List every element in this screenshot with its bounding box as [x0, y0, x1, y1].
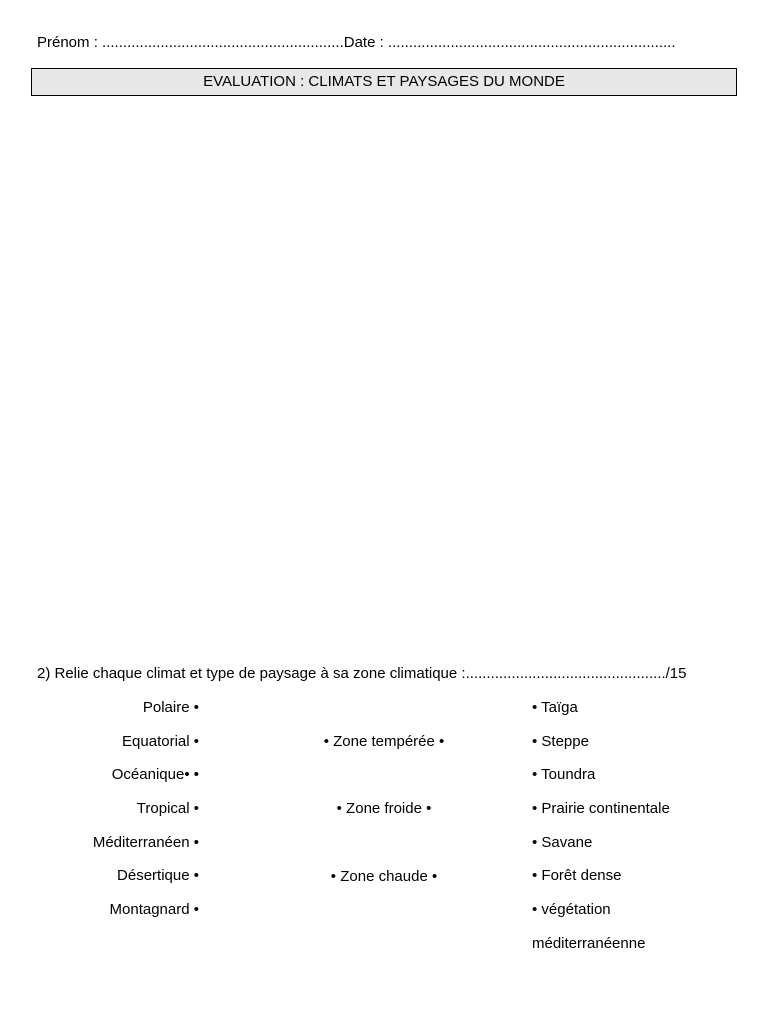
landscape-list	[532, 699, 670, 969]
zone-item-froide[interactable]: • Zone froide •	[336, 800, 432, 818]
climate-item-desertique[interactable]: Désertique •	[117, 867, 199, 885]
zone-item-temperee[interactable]: • Zone tempérée •	[323, 733, 445, 750]
climate-item-equatorial[interactable]: Equatorial •	[122, 732, 199, 750]
landscape-item-vegetation-cont: méditerranéenne	[532, 934, 646, 952]
landscape-item-toundra[interactable]: • Toundra	[532, 766, 596, 784]
prenom-field[interactable]: Prénom : ..........................................................	[37, 34, 344, 51]
climate-item-oceanique[interactable]: Océanique• •	[111, 766, 199, 784]
landscape-item-prairie[interactable]: • Prairie continentale	[532, 800, 670, 818]
zone-list	[284, 733, 484, 935]
zone-item-chaude[interactable]: • Zone chaude •	[330, 867, 438, 885]
landscape-item-taiga[interactable]: • Taïga	[532, 699, 578, 716]
landscape-item-foret-dense[interactable]: • Forêt dense	[532, 867, 622, 885]
climate-list	[93, 699, 199, 935]
date-field[interactable]: Date : .....................................................................	[343, 34, 676, 51]
landscape-item-vegetation[interactable]: • végétation	[532, 901, 611, 919]
header-line	[37, 34, 676, 51]
landscape-item-savane[interactable]: • Savane	[532, 833, 593, 851]
page-title: EVALUATION : CLIMATS ET PAYSAGES DU MONDE	[31, 68, 737, 96]
landscape-item-steppe[interactable]: • Steppe	[532, 732, 589, 750]
climate-item-montagnard[interactable]: Montagnard •	[109, 901, 199, 919]
climate-item-tropical[interactable]: Tropical •	[136, 800, 199, 818]
climate-item-polaire[interactable]: Polaire •	[142, 699, 199, 716]
climate-item-mediterraneen[interactable]: Méditerranéen •	[92, 833, 199, 851]
question-2: 2) Relie chaque climat et type de paysage à sa zone climatique :................................................/15	[37, 665, 687, 682]
